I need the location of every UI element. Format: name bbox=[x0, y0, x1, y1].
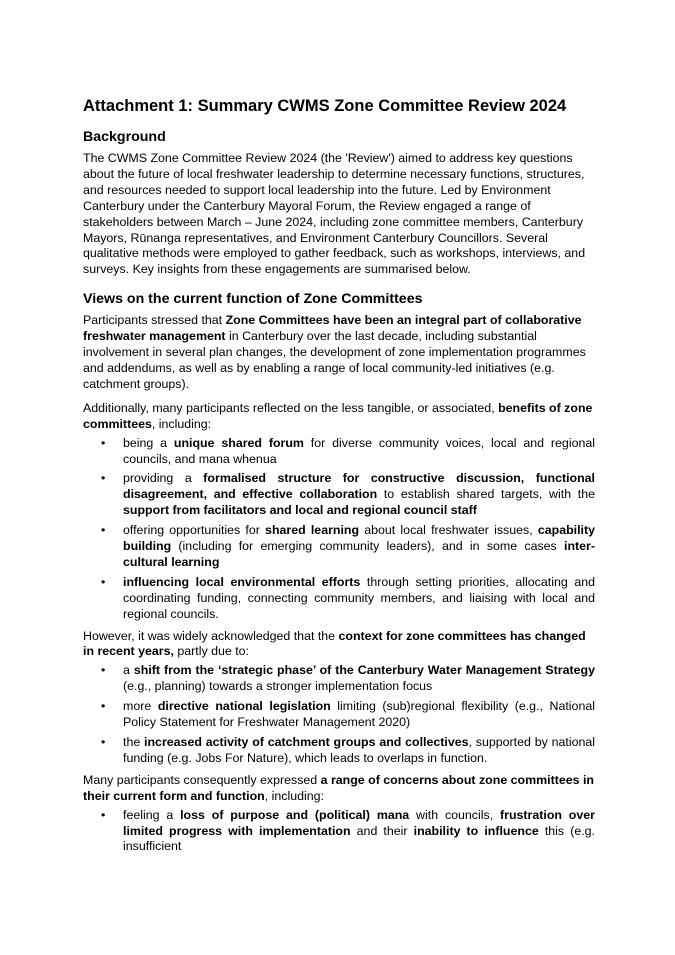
views-paragraph-3: However, it was widely acknowledged that the context for zone committees has changed in recent years, partly due to: bbox=[83, 628, 586, 659]
background-paragraph: The CWMS Zone Committee Review 2024 (the 'Review') aimed to address key questions about the future of local freshwater leadership to determine necessary functions, structures, and resources needed to support local leadership into the future. Led by Environment Canterbury under the Canterbury Mayoral Forum, the Review engaged a range of stakeholders between March – June 2024, including zone committee members, Canterbury Mayors, Rūnanga representatives, and Environment Canterbury Councillors. Several qualitative methods were employed to gather feedback, such as workshops, interviews, and surveys. Key insights from these engagements are summarised below. bbox=[83, 151, 586, 277]
document-title: Attachment 1: Summary CWMS Zone Committee Review 2024 bbox=[83, 97, 567, 115]
list-item: • feeling a loss of purpose and (political) mana with councils, frustration over limited progress with implementation and their inability to influence this (e.g. insufficient bbox=[123, 808, 595, 856]
list-item: • more directive national legislation limiting (sub)regional flexibility (e.g., National Policy Statement for Freshwater Management 2020) bbox=[123, 699, 595, 731]
list-item: • offering opportunities for shared learning about local freshwater issues, capability building (including for emerging community leaders), and in some cases inter-cultural learning bbox=[123, 523, 595, 571]
benefits-list bbox=[83, 436, 595, 623]
list-item: • a shift from the ‘strategic phase’ of the Canterbury Water Management Strategy (e.g., planning) towards a stronger implementation focus bbox=[123, 663, 595, 695]
views-paragraph-4: Many participants consequently expressed a range of concerns about zone committees in their current form and function, including: bbox=[83, 772, 594, 803]
views-heading: Views on the current function of Zone Committees bbox=[83, 291, 423, 308]
concerns-list bbox=[83, 808, 595, 856]
views-paragraph-1: Participants stressed that Zone Committees have been an integral part of collaborative freshwater management in Canterbury over the last decade, including substantial involvement in several plan changes, the development of zone implementation programmes and addendums, as well as by enabling a range of local community-led initiatives (e.g. catchment groups). bbox=[83, 313, 586, 391]
list-item: • providing a formalised structure for constructive discussion, functional disagreement, and effective collaboration to establish shared targets, with the support from facilitators and local and regional council staff bbox=[123, 471, 595, 519]
changes-list bbox=[83, 663, 595, 766]
views-paragraph-2: Additionally, many participants reflected on the less tangible, or associated, benefits of zone committees, including: bbox=[83, 400, 593, 431]
list-item: • the increased activity of catchment groups and collectives, supported by national funding (e.g. Jobs For Nature), which leads to overlaps in function. bbox=[123, 735, 595, 767]
list-item: • influencing local environmental efforts through setting priorities, allocating and coordinating funding, connecting community members, and liaising with local and regional councils. bbox=[123, 575, 595, 623]
background-heading: Background bbox=[83, 129, 166, 145]
list-item: • being a unique shared forum for diverse community voices, local and regional councils, and mana whenua bbox=[123, 436, 595, 468]
